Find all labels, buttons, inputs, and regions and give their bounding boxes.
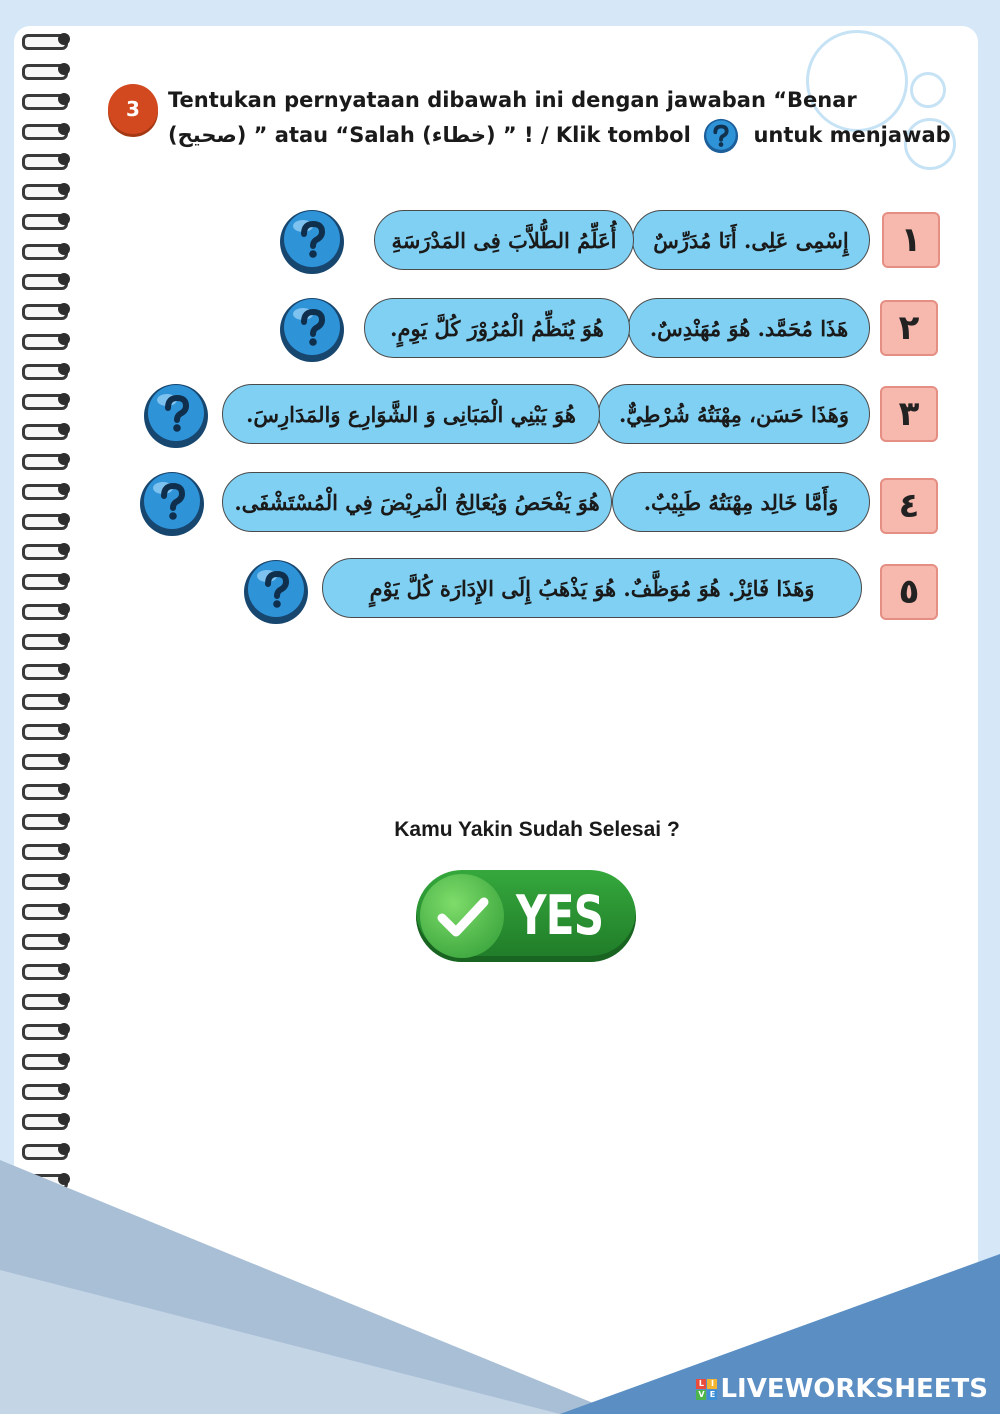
step-number-badge: 3 [108, 84, 158, 134]
binding-ring [18, 88, 74, 118]
binding-ring [18, 628, 74, 658]
binding-ring [18, 118, 74, 148]
question-number: ١ [882, 212, 940, 268]
binding-ring [18, 868, 74, 898]
binding-ring [18, 658, 74, 688]
binding-ring [18, 58, 74, 88]
question-number: ٢ [880, 300, 938, 356]
question-number: ٤ [880, 478, 938, 534]
statement-pill: وَأَمَّا خَالِد مِهْنَتُهُ طَبِيْبٌ. [612, 472, 870, 532]
question-number: ٥ [880, 564, 938, 620]
liveworksheets-icon: L I V E [696, 1379, 717, 1400]
binding-ring [18, 1108, 74, 1138]
binding-ring [18, 178, 74, 208]
statement-pill: إِسْمِى عَلِى. أَنَا مُدَرِّسٌ [632, 210, 870, 270]
yes-button-label: YES [516, 884, 604, 947]
answer-question-button[interactable] [138, 468, 206, 536]
binding-ring [18, 928, 74, 958]
instruction-line-1: Tentukan pernyataan dibawah ini dengan jawaban “Benar [168, 88, 857, 112]
question-row [0, 292, 1000, 362]
statement-pill: أُعَلِّمُ الطُّلاَّبَ فِى المَدْرَسَةِ [374, 210, 634, 270]
statement-pill: هُوَ يَفْحَصُ وَيُعَالِجُ الْمَرِيْضَ فِي الْمُسْتَشْفَى. [222, 472, 612, 532]
question-row [0, 378, 1000, 448]
statement-pill: هُوَ يُنَظِّمُ الْمُرُوْرَ كُلَّ يَوِمٍ. [364, 298, 630, 358]
question-row [0, 206, 1000, 276]
confirm-question: Kamu Yakin Sudah Selesai ? [394, 818, 680, 841]
question-number: ٣ [880, 386, 938, 442]
binding-ring [18, 28, 74, 58]
statement-pill: هَذَا مُحَمَّد. هُوَ مُهَنْدِسٌ. [628, 298, 870, 358]
binding-ring [18, 898, 74, 928]
binding-ring [18, 688, 74, 718]
binding-ring [18, 1018, 74, 1048]
binding-ring [18, 958, 74, 988]
question-row [0, 468, 1000, 538]
answer-question-button[interactable] [278, 294, 346, 362]
binding-ring [18, 1078, 74, 1108]
instruction-line-2-start: (صحيح) ” atau “Salah (خطاء) ” ! / Klik tombol [168, 123, 691, 147]
binding-ring [18, 838, 74, 868]
statement-pill: وَهَذَا فَائِزْ. هُوَ مُوَظَّفٌ. هُوَ يَذْهَبُ إِلَى الإِدَارَة كُلَّ يَوْمٍ [322, 558, 862, 618]
binding-ring [18, 748, 74, 778]
statement-pill: هُوَ يَبْنِي الْمَبَانِى وَ الشَّوَارِع وَالمَدَارِسَ. [222, 384, 600, 444]
binding-ring [18, 778, 74, 808]
question-icon [702, 117, 740, 155]
instruction-line-2-end: untuk menjawab [753, 123, 951, 147]
statement-pill: وَهَذَا حَسَن، مِهْنَتُهُ شُرْطِيٌّ. [598, 384, 870, 444]
liveworksheets-logo-text: LIVEWORKSHEETS [720, 1374, 988, 1404]
binding-ring [18, 1048, 74, 1078]
answer-question-button[interactable] [242, 556, 310, 624]
instruction-text [168, 84, 958, 155]
check-icon [420, 874, 504, 958]
instruction-line-2 [168, 117, 958, 155]
answer-question-button[interactable] [278, 206, 346, 274]
yes-button[interactable] [416, 870, 636, 962]
binding-ring [18, 718, 74, 748]
answer-question-button[interactable] [142, 380, 210, 448]
liveworksheets-logo [696, 1374, 988, 1404]
question-row [0, 554, 1000, 624]
binding-ring [18, 148, 74, 178]
binding-ring [18, 988, 74, 1018]
